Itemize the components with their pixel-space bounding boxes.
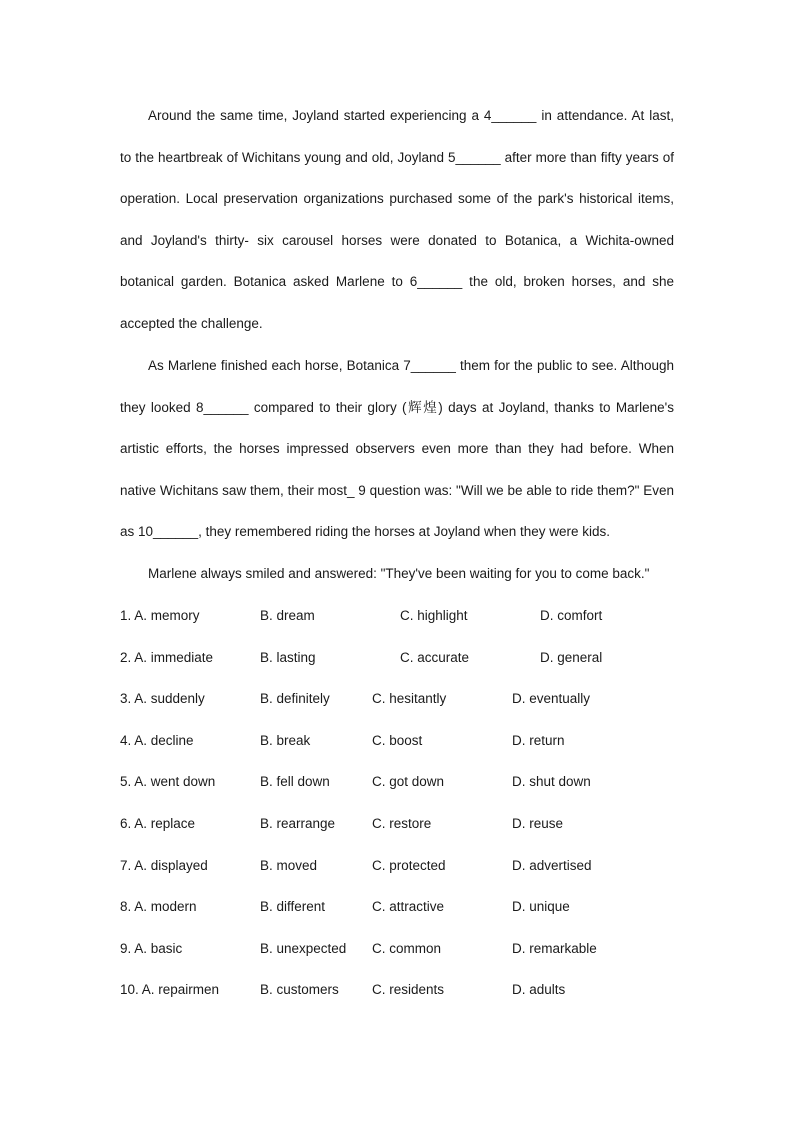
option-d: D. general: [540, 649, 603, 665]
option-a: 7. A. displayed: [120, 857, 208, 873]
option-a: 3. A. suddenly: [120, 691, 205, 707]
passage-paragraph-2: As Marlene finished each horse, Botanica 7______ them for the public to see. Although they looked 8______ compared to their glory (辉煌) days at Joyland, thanks to Marlene's artistic efforts, the horses impressed observers even more than they had before. When native Wichitans saw them, their most_ 9 question was: "Will we be able to ride them?" Even as 10______, they remembered riding the horses at Joyland when they were kids.: [120, 358, 674, 540]
option-b: B. fell down: [260, 774, 330, 790]
option-c: C. attractive: [372, 899, 445, 915]
passage-paragraph-1: Around the same time, Joyland started experiencing a 4______ in attendance. At last, to the heartbreak of Wichitans young and old, Joyland 5______ after more than fifty years of operation. Local preservation organizations purchased some of the park's historical items, and Joyland's thirty- six carousel horses were donated to Botanica, a Wichita-owned botanical garden. Botanica asked Marlene to 6______ the old, broken horses, and she accepted the challenge.: [120, 108, 674, 331]
question-row-2: [120, 637, 680, 679]
question-row-6: [120, 803, 680, 845]
question-row-4: [120, 720, 680, 762]
option-c: C. protected: [372, 857, 446, 873]
option-b: B. definitely: [260, 691, 330, 707]
option-b: B. rearrange: [260, 815, 336, 831]
option-c: C. accurate: [400, 649, 470, 665]
option-b: B. dream: [260, 608, 315, 623]
option-d: D. shut down: [512, 774, 591, 790]
option-a: 2. A. immediate: [120, 649, 214, 665]
option-b: B. lasting: [260, 649, 316, 665]
option-a: 9. A. basic: [120, 940, 183, 956]
question-row-9: [120, 928, 680, 970]
option-a: 4. A. decline: [120, 732, 194, 748]
question-row-10: [120, 969, 680, 1011]
option-d: D. remarkable: [512, 940, 597, 956]
option-c: C. highlight: [400, 608, 468, 623]
option-c: C. common: [372, 940, 442, 956]
passage-paragraph-3: Marlene always smiled and answered: "They've been waiting for you to come back.": [148, 566, 650, 581]
option-d: D. adults: [512, 982, 566, 998]
option-a: 5. A. went down: [120, 774, 216, 790]
option-d: D. reuse: [512, 815, 564, 831]
option-a: 8. A. modern: [120, 899, 197, 915]
option-c: C. got down: [372, 774, 445, 790]
option-c: C. residents: [372, 982, 445, 998]
option-b: B. break: [260, 732, 311, 748]
option-b: B. customers: [260, 982, 339, 998]
option-d: D. eventually: [512, 691, 591, 707]
question-row-1: [120, 595, 680, 637]
option-c: C. hesitantly: [372, 691, 447, 707]
option-b: B. unexpected: [260, 940, 347, 956]
option-b: B. moved: [260, 857, 318, 873]
option-d: D. advertised: [512, 857, 592, 873]
question-row-7: [120, 845, 680, 887]
option-c: C. boost: [372, 732, 423, 748]
option-b: B. different: [260, 899, 326, 915]
question-row-8: [120, 886, 680, 928]
question-row-5: [120, 761, 680, 803]
option-d: D. unique: [512, 899, 570, 915]
option-a: 10. A. repairmen: [120, 982, 220, 998]
question-row-3: [120, 678, 680, 720]
option-d: D. comfort: [540, 608, 603, 623]
option-a: 1. A. memory: [120, 608, 200, 623]
option-d: D. return: [512, 732, 565, 748]
option-c: C. restore: [372, 815, 432, 831]
option-a: 6. A. replace: [120, 815, 196, 831]
answer-options-list: [120, 595, 680, 1011]
